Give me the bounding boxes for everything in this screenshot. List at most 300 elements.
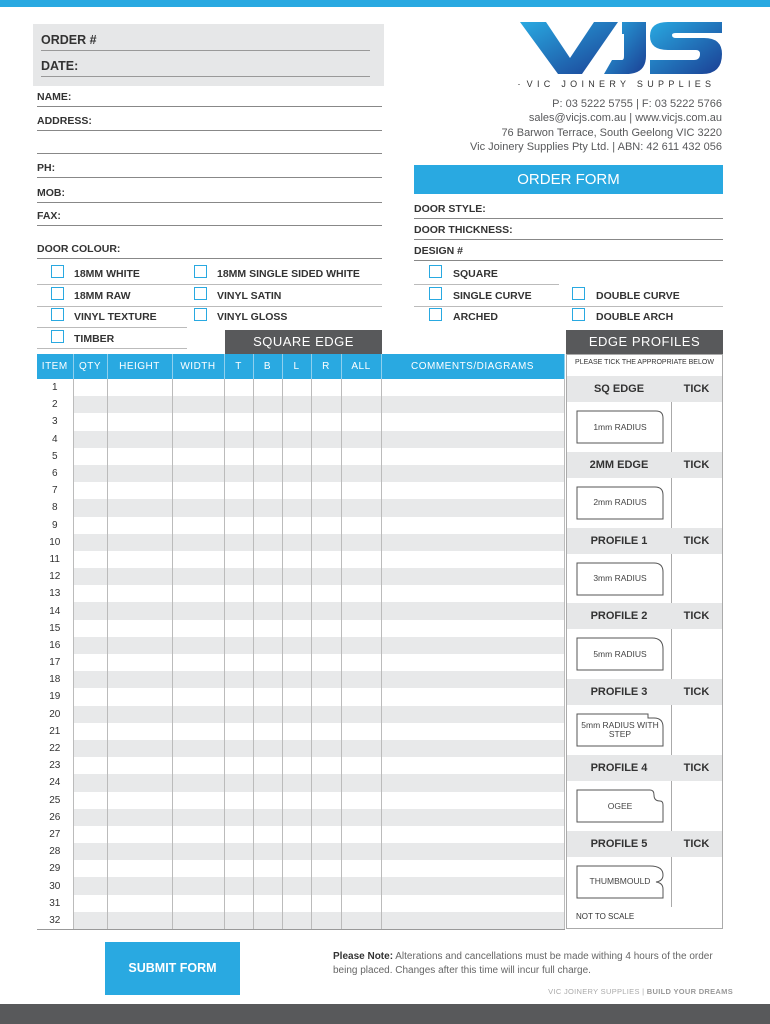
table-cell[interactable] bbox=[311, 774, 341, 791]
table-cell[interactable] bbox=[341, 637, 381, 654]
table-cell[interactable] bbox=[73, 602, 107, 619]
table-cell[interactable] bbox=[381, 877, 564, 894]
table-cell[interactable] bbox=[73, 585, 107, 602]
table-cell[interactable] bbox=[172, 620, 224, 637]
table-cell[interactable] bbox=[107, 551, 172, 568]
table-cell[interactable] bbox=[341, 706, 381, 723]
table-cell[interactable] bbox=[172, 602, 224, 619]
table-cell[interactable] bbox=[282, 774, 311, 791]
table-cell[interactable] bbox=[224, 843, 253, 860]
table-cell[interactable] bbox=[341, 482, 381, 499]
table-cell[interactable] bbox=[282, 551, 311, 568]
table-cell[interactable] bbox=[311, 517, 341, 534]
table-cell[interactable] bbox=[73, 723, 107, 740]
table-cell[interactable] bbox=[73, 551, 107, 568]
table-cell[interactable] bbox=[107, 602, 172, 619]
table-cell[interactable] bbox=[341, 602, 381, 619]
tick-cell[interactable] bbox=[671, 705, 672, 755]
table-cell[interactable] bbox=[172, 792, 224, 809]
table-cell[interactable] bbox=[282, 517, 311, 534]
table-cell[interactable] bbox=[311, 637, 341, 654]
table-cell[interactable] bbox=[172, 826, 224, 843]
table-cell[interactable] bbox=[341, 826, 381, 843]
table-cell[interactable] bbox=[341, 396, 381, 413]
table-cell[interactable] bbox=[381, 379, 564, 396]
table-cell[interactable] bbox=[224, 499, 253, 516]
table-cell[interactable] bbox=[381, 620, 564, 637]
fax-field[interactable] bbox=[37, 210, 382, 226]
table-cell[interactable] bbox=[73, 396, 107, 413]
table-cell[interactable] bbox=[107, 585, 172, 602]
table-cell[interactable] bbox=[172, 551, 224, 568]
table-cell[interactable] bbox=[73, 431, 107, 448]
table-cell[interactable] bbox=[253, 654, 282, 671]
table-cell[interactable] bbox=[172, 654, 224, 671]
table-cell[interactable] bbox=[341, 585, 381, 602]
table-cell[interactable] bbox=[107, 809, 172, 826]
table-cell[interactable] bbox=[381, 637, 564, 654]
table-cell[interactable] bbox=[172, 517, 224, 534]
table-cell[interactable] bbox=[341, 465, 381, 482]
checkbox-vinyl-texture[interactable] bbox=[51, 308, 64, 321]
table-cell[interactable] bbox=[282, 826, 311, 843]
table-cell[interactable] bbox=[73, 482, 107, 499]
checkbox-double-curve[interactable] bbox=[572, 287, 585, 300]
table-cell[interactable] bbox=[381, 585, 564, 602]
table-cell[interactable] bbox=[282, 499, 311, 516]
table-cell[interactable] bbox=[224, 706, 253, 723]
table-cell[interactable] bbox=[224, 413, 253, 430]
table-cell[interactable] bbox=[73, 757, 107, 774]
table-cell[interactable] bbox=[224, 431, 253, 448]
table-cell[interactable] bbox=[172, 396, 224, 413]
table-cell[interactable] bbox=[381, 723, 564, 740]
table-cell[interactable] bbox=[253, 637, 282, 654]
table-cell[interactable] bbox=[253, 860, 282, 877]
table-cell[interactable] bbox=[253, 568, 282, 585]
table-cell[interactable] bbox=[282, 637, 311, 654]
table-cell[interactable] bbox=[311, 396, 341, 413]
table-cell[interactable] bbox=[381, 534, 564, 551]
table-cell[interactable] bbox=[341, 723, 381, 740]
checkbox-18mm-white[interactable] bbox=[51, 265, 64, 278]
table-cell[interactable] bbox=[311, 706, 341, 723]
tick-cell[interactable] bbox=[671, 402, 672, 452]
table-cell[interactable] bbox=[107, 895, 172, 912]
table-cell[interactable] bbox=[282, 534, 311, 551]
table-cell[interactable] bbox=[172, 706, 224, 723]
table-cell[interactable] bbox=[253, 843, 282, 860]
table-cell[interactable] bbox=[172, 499, 224, 516]
table-cell[interactable] bbox=[311, 499, 341, 516]
table-cell[interactable] bbox=[282, 654, 311, 671]
table-cell[interactable] bbox=[107, 482, 172, 499]
table-cell[interactable] bbox=[381, 499, 564, 516]
table-cell[interactable] bbox=[311, 654, 341, 671]
table-cell[interactable] bbox=[224, 912, 253, 929]
table-cell[interactable] bbox=[107, 877, 172, 894]
table-cell[interactable] bbox=[311, 379, 341, 396]
table-cell[interactable] bbox=[311, 448, 341, 465]
table-cell[interactable] bbox=[282, 792, 311, 809]
table-cell[interactable] bbox=[224, 860, 253, 877]
table-cell[interactable] bbox=[341, 534, 381, 551]
table-cell[interactable] bbox=[311, 826, 341, 843]
table-cell[interactable] bbox=[253, 895, 282, 912]
table-cell[interactable] bbox=[73, 774, 107, 791]
table-cell[interactable] bbox=[224, 792, 253, 809]
table-cell[interactable] bbox=[381, 431, 564, 448]
table-cell[interactable] bbox=[73, 465, 107, 482]
table-cell[interactable] bbox=[107, 654, 172, 671]
table-cell[interactable] bbox=[172, 757, 224, 774]
table-cell[interactable] bbox=[381, 895, 564, 912]
table-cell[interactable] bbox=[73, 654, 107, 671]
table-cell[interactable] bbox=[381, 706, 564, 723]
table-cell[interactable] bbox=[381, 757, 564, 774]
table-cell[interactable] bbox=[282, 602, 311, 619]
name-field[interactable] bbox=[37, 91, 382, 107]
table-cell[interactable] bbox=[381, 809, 564, 826]
table-cell[interactable] bbox=[282, 757, 311, 774]
table-cell[interactable] bbox=[253, 826, 282, 843]
table-cell[interactable] bbox=[73, 688, 107, 705]
table-cell[interactable] bbox=[341, 517, 381, 534]
table-cell[interactable] bbox=[224, 895, 253, 912]
table-cell[interactable] bbox=[253, 671, 282, 688]
phone-field[interactable] bbox=[37, 162, 382, 178]
table-cell[interactable] bbox=[73, 620, 107, 637]
table-cell[interactable] bbox=[73, 534, 107, 551]
table-cell[interactable] bbox=[311, 620, 341, 637]
table-cell[interactable] bbox=[381, 671, 564, 688]
checkbox-18mm-raw[interactable] bbox=[51, 287, 64, 300]
table-cell[interactable] bbox=[107, 396, 172, 413]
table-cell[interactable] bbox=[311, 895, 341, 912]
table-cell[interactable] bbox=[311, 723, 341, 740]
table-cell[interactable] bbox=[107, 774, 172, 791]
table-cell[interactable] bbox=[172, 895, 224, 912]
table-cell[interactable] bbox=[311, 860, 341, 877]
table-cell[interactable] bbox=[224, 517, 253, 534]
table-cell[interactable] bbox=[224, 877, 253, 894]
table-cell[interactable] bbox=[253, 585, 282, 602]
table-cell[interactable] bbox=[341, 843, 381, 860]
table-cell[interactable] bbox=[73, 826, 107, 843]
table-cell[interactable] bbox=[107, 843, 172, 860]
table-cell[interactable] bbox=[381, 465, 564, 482]
table-cell[interactable] bbox=[282, 912, 311, 929]
table-cell[interactable] bbox=[282, 620, 311, 637]
table-cell[interactable] bbox=[282, 843, 311, 860]
table-cell[interactable] bbox=[73, 379, 107, 396]
address-field[interactable] bbox=[37, 115, 382, 131]
table-cell[interactable] bbox=[73, 860, 107, 877]
table-cell[interactable] bbox=[73, 809, 107, 826]
table-cell[interactable] bbox=[381, 413, 564, 430]
table-cell[interactable] bbox=[282, 585, 311, 602]
table-cell[interactable] bbox=[381, 602, 564, 619]
table-cell[interactable] bbox=[341, 568, 381, 585]
table-cell[interactable] bbox=[73, 637, 107, 654]
table-cell[interactable] bbox=[282, 688, 311, 705]
table-cell[interactable] bbox=[282, 465, 311, 482]
table-cell[interactable] bbox=[253, 620, 282, 637]
table-cell[interactable] bbox=[381, 774, 564, 791]
table-cell[interactable] bbox=[341, 379, 381, 396]
table-cell[interactable] bbox=[107, 912, 172, 929]
table-cell[interactable] bbox=[73, 877, 107, 894]
table-cell[interactable] bbox=[282, 877, 311, 894]
checkbox-vinyl-gloss[interactable] bbox=[194, 308, 207, 321]
table-cell[interactable] bbox=[224, 774, 253, 791]
table-cell[interactable] bbox=[224, 568, 253, 585]
table-cell[interactable] bbox=[224, 465, 253, 482]
table-cell[interactable] bbox=[282, 706, 311, 723]
table-cell[interactable] bbox=[107, 671, 172, 688]
table-cell[interactable] bbox=[311, 792, 341, 809]
table-cell[interactable] bbox=[341, 792, 381, 809]
order-number-field[interactable] bbox=[41, 29, 370, 51]
table-cell[interactable] bbox=[311, 671, 341, 688]
table-cell[interactable] bbox=[224, 396, 253, 413]
table-cell[interactable] bbox=[253, 740, 282, 757]
table-cell[interactable] bbox=[341, 413, 381, 430]
table-cell[interactable] bbox=[172, 774, 224, 791]
checkbox-square[interactable] bbox=[429, 265, 442, 278]
table-cell[interactable] bbox=[341, 688, 381, 705]
table-cell[interactable] bbox=[341, 774, 381, 791]
checkbox-arched[interactable] bbox=[429, 308, 442, 321]
table-cell[interactable] bbox=[381, 517, 564, 534]
table-cell[interactable] bbox=[381, 568, 564, 585]
table-cell[interactable] bbox=[311, 912, 341, 929]
table-cell[interactable] bbox=[73, 671, 107, 688]
table-cell[interactable] bbox=[282, 809, 311, 826]
table-cell[interactable] bbox=[311, 688, 341, 705]
table-cell[interactable] bbox=[381, 912, 564, 929]
table-cell[interactable] bbox=[253, 499, 282, 516]
table-cell[interactable] bbox=[224, 551, 253, 568]
table-cell[interactable] bbox=[253, 413, 282, 430]
table-cell[interactable] bbox=[341, 809, 381, 826]
table-cell[interactable] bbox=[107, 740, 172, 757]
table-cell[interactable] bbox=[107, 860, 172, 877]
table-cell[interactable] bbox=[172, 482, 224, 499]
table-cell[interactable] bbox=[107, 379, 172, 396]
table-cell[interactable] bbox=[341, 740, 381, 757]
table-cell[interactable] bbox=[172, 723, 224, 740]
table-cell[interactable] bbox=[282, 895, 311, 912]
table-cell[interactable] bbox=[224, 740, 253, 757]
table-cell[interactable] bbox=[311, 465, 341, 482]
table-cell[interactable] bbox=[253, 688, 282, 705]
table-cell[interactable] bbox=[107, 431, 172, 448]
table-cell[interactable] bbox=[73, 706, 107, 723]
table-cell[interactable] bbox=[107, 499, 172, 516]
table-cell[interactable] bbox=[107, 620, 172, 637]
table-cell[interactable] bbox=[107, 688, 172, 705]
tick-cell[interactable] bbox=[671, 554, 672, 604]
table-cell[interactable] bbox=[381, 482, 564, 499]
table-cell[interactable] bbox=[253, 912, 282, 929]
table-cell[interactable] bbox=[172, 671, 224, 688]
checkbox-18mm-single-sided-white[interactable] bbox=[194, 265, 207, 278]
checkbox-timber[interactable] bbox=[51, 330, 64, 343]
table-cell[interactable] bbox=[253, 465, 282, 482]
tick-cell[interactable] bbox=[671, 781, 672, 831]
table-cell[interactable] bbox=[253, 396, 282, 413]
table-cell[interactable] bbox=[282, 568, 311, 585]
table-cell[interactable] bbox=[73, 895, 107, 912]
tick-cell[interactable] bbox=[671, 629, 672, 679]
table-cell[interactable] bbox=[253, 602, 282, 619]
table-cell[interactable] bbox=[341, 912, 381, 929]
table-cell[interactable] bbox=[172, 740, 224, 757]
checkbox-double-arch[interactable] bbox=[572, 308, 585, 321]
table-cell[interactable] bbox=[341, 499, 381, 516]
table-cell[interactable] bbox=[311, 809, 341, 826]
table-cell[interactable] bbox=[172, 688, 224, 705]
table-cell[interactable] bbox=[73, 912, 107, 929]
table-cell[interactable] bbox=[381, 843, 564, 860]
table-cell[interactable] bbox=[253, 774, 282, 791]
tick-cell[interactable] bbox=[671, 478, 672, 528]
table-cell[interactable] bbox=[381, 860, 564, 877]
table-cell[interactable] bbox=[253, 706, 282, 723]
table-cell[interactable] bbox=[224, 448, 253, 465]
table-cell[interactable] bbox=[341, 877, 381, 894]
table-cell[interactable] bbox=[107, 534, 172, 551]
table-cell[interactable] bbox=[172, 637, 224, 654]
table-cell[interactable] bbox=[311, 740, 341, 757]
table-cell[interactable] bbox=[107, 706, 172, 723]
table-cell[interactable] bbox=[282, 723, 311, 740]
table-cell[interactable] bbox=[381, 688, 564, 705]
table-cell[interactable] bbox=[381, 654, 564, 671]
table-cell[interactable] bbox=[224, 757, 253, 774]
table-cell[interactable] bbox=[253, 534, 282, 551]
table-cell[interactable] bbox=[224, 723, 253, 740]
table-cell[interactable] bbox=[341, 895, 381, 912]
table-cell[interactable] bbox=[311, 534, 341, 551]
table-cell[interactable] bbox=[311, 482, 341, 499]
checkbox-vinyl-satin[interactable] bbox=[194, 287, 207, 300]
table-cell[interactable] bbox=[107, 637, 172, 654]
table-cell[interactable] bbox=[224, 654, 253, 671]
table-cell[interactable] bbox=[172, 465, 224, 482]
design-number-field[interactable] bbox=[414, 245, 723, 261]
table-cell[interactable] bbox=[224, 379, 253, 396]
table-cell[interactable] bbox=[107, 792, 172, 809]
table-cell[interactable] bbox=[253, 877, 282, 894]
table-cell[interactable] bbox=[341, 860, 381, 877]
table-cell[interactable] bbox=[73, 843, 107, 860]
table-cell[interactable] bbox=[341, 551, 381, 568]
table-cell[interactable] bbox=[282, 482, 311, 499]
table-cell[interactable] bbox=[224, 620, 253, 637]
table-cell[interactable] bbox=[282, 431, 311, 448]
table-cell[interactable] bbox=[73, 499, 107, 516]
table-cell[interactable] bbox=[311, 568, 341, 585]
table-cell[interactable] bbox=[224, 637, 253, 654]
table-cell[interactable] bbox=[341, 620, 381, 637]
table-cell[interactable] bbox=[253, 809, 282, 826]
date-field[interactable] bbox=[41, 55, 370, 77]
table-cell[interactable] bbox=[253, 482, 282, 499]
table-cell[interactable] bbox=[224, 671, 253, 688]
table-cell[interactable] bbox=[253, 723, 282, 740]
table-cell[interactable] bbox=[172, 843, 224, 860]
table-cell[interactable] bbox=[282, 860, 311, 877]
table-cell[interactable] bbox=[311, 757, 341, 774]
table-cell[interactable] bbox=[381, 792, 564, 809]
checkbox-single-curve[interactable] bbox=[429, 287, 442, 300]
table-cell[interactable] bbox=[341, 757, 381, 774]
table-cell[interactable] bbox=[381, 551, 564, 568]
table-cell[interactable] bbox=[224, 534, 253, 551]
table-cell[interactable] bbox=[311, 431, 341, 448]
table-cell[interactable] bbox=[172, 431, 224, 448]
table-cell[interactable] bbox=[107, 757, 172, 774]
table-cell[interactable] bbox=[172, 877, 224, 894]
table-cell[interactable] bbox=[253, 551, 282, 568]
table-cell[interactable] bbox=[224, 688, 253, 705]
table-cell[interactable] bbox=[253, 757, 282, 774]
table-cell[interactable] bbox=[341, 431, 381, 448]
address-line-2[interactable] bbox=[37, 153, 382, 154]
table-cell[interactable] bbox=[341, 654, 381, 671]
table-cell[interactable] bbox=[107, 448, 172, 465]
table-cell[interactable] bbox=[282, 413, 311, 430]
table-cell[interactable] bbox=[282, 671, 311, 688]
table-cell[interactable] bbox=[311, 551, 341, 568]
tick-cell[interactable] bbox=[671, 857, 672, 907]
table-cell[interactable] bbox=[172, 860, 224, 877]
table-cell[interactable] bbox=[253, 517, 282, 534]
table-cell[interactable] bbox=[311, 602, 341, 619]
table-cell[interactable] bbox=[253, 379, 282, 396]
table-cell[interactable] bbox=[224, 809, 253, 826]
table-cell[interactable] bbox=[172, 534, 224, 551]
table-cell[interactable] bbox=[73, 413, 107, 430]
table-cell[interactable] bbox=[311, 877, 341, 894]
table-cell[interactable] bbox=[224, 826, 253, 843]
mobile-field[interactable] bbox=[37, 187, 382, 203]
table-cell[interactable] bbox=[224, 585, 253, 602]
table-cell[interactable] bbox=[107, 826, 172, 843]
table-cell[interactable] bbox=[311, 843, 341, 860]
table-cell[interactable] bbox=[73, 568, 107, 585]
table-cell[interactable] bbox=[282, 379, 311, 396]
table-cell[interactable] bbox=[107, 517, 172, 534]
table-cell[interactable] bbox=[107, 465, 172, 482]
table-cell[interactable] bbox=[224, 602, 253, 619]
table-cell[interactable] bbox=[107, 568, 172, 585]
table-cell[interactable] bbox=[381, 396, 564, 413]
table-cell[interactable] bbox=[253, 431, 282, 448]
table-cell[interactable] bbox=[172, 448, 224, 465]
door-style-field[interactable] bbox=[414, 203, 723, 219]
table-cell[interactable] bbox=[224, 482, 253, 499]
table-cell[interactable] bbox=[381, 448, 564, 465]
table-cell[interactable] bbox=[341, 671, 381, 688]
table-cell[interactable] bbox=[172, 568, 224, 585]
table-cell[interactable] bbox=[381, 826, 564, 843]
table-cell[interactable] bbox=[73, 448, 107, 465]
table-cell[interactable] bbox=[172, 413, 224, 430]
table-cell[interactable] bbox=[253, 792, 282, 809]
